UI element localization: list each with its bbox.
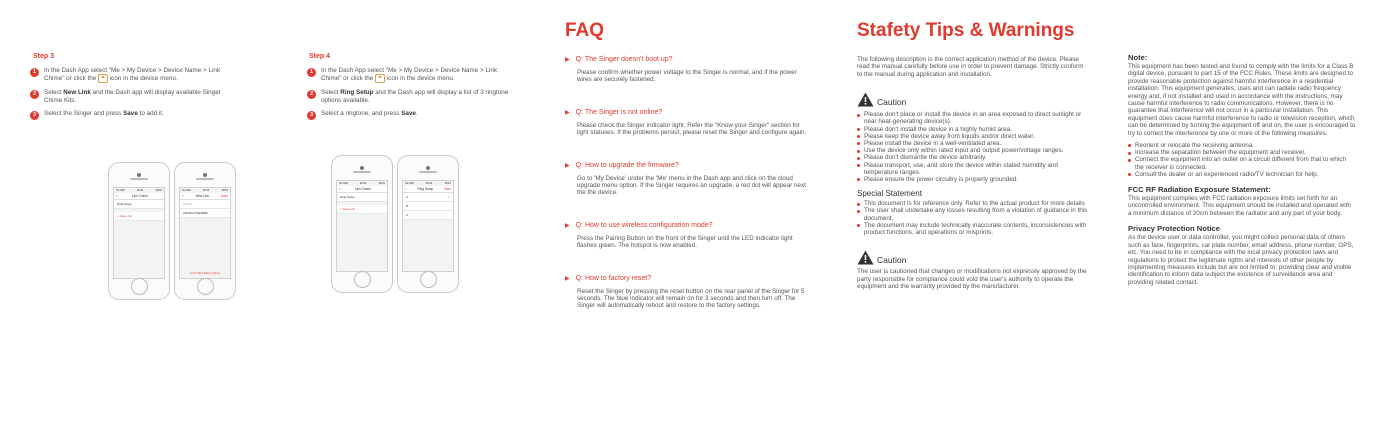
list-item: Connect the equipment into an outlet on a circuit different from that to which the receiver is connected. (1128, 156, 1356, 170)
notes-section (1128, 53, 1356, 286)
list-item: Please don't place or install the device in an area exposed to direct sunlight or near heat-generating device(s). (857, 111, 1089, 125)
camera-dot (203, 173, 207, 177)
phone-screen (179, 187, 231, 279)
caution-heading (857, 92, 1089, 107)
camera-dot (360, 166, 364, 170)
status-bar: No SIM 18:44 100% (182, 189, 228, 192)
list-item[interactable]: + New Link (114, 212, 164, 221)
save-button[interactable]: Save (220, 194, 228, 198)
back-icon[interactable]: < (116, 194, 118, 198)
list-item: Please don't dismantle the device arbitrarily. (857, 154, 1089, 161)
step-text: Select (44, 89, 62, 97)
camera-dot (426, 166, 430, 170)
step3-title: Step 3 (33, 53, 55, 60)
faq-answer: Press the Pairing Button on the front of the Singer until the LED indicator light flashes green. The hotspot is now enabled. (577, 234, 793, 250)
caution-list (857, 111, 1089, 183)
phone-mockup (174, 162, 236, 300)
nav-bar (114, 193, 164, 200)
list-item[interactable]: Ring Setup (337, 193, 387, 202)
safety-title: Stafety Tips & Warnings (857, 20, 1075, 41)
speaker-slot (196, 178, 214, 180)
phone-mockup (331, 155, 393, 293)
phone-screen (336, 180, 388, 272)
list-item: Please install the device in a well-ventilated area. (857, 140, 1089, 147)
back-icon[interactable]: < (182, 194, 184, 198)
note-text: This equipment has been tested and found to comply with the limits for a Class B digital device, pursuant to part 15 of the FCC Rules. These limits are designed to provide reasonable protection against harmful interference in a residential installation. This equipment generates, uses and can radiate radio frequency energy and, if not installed and used in accordance with the instructions, may cause harmful interference to radio communications. However, there is no guarantee that interference will not occur in a particular installation. This equipment does cause harmful interference to radio or television reception, which can be determined by turning the equipment off and on, the user is encouraged to try to correct the interference by one or more of the following measures. (1128, 63, 1356, 137)
home-button (354, 271, 371, 288)
triangle-bullet-icon: ▶ (565, 162, 570, 169)
camera-dot (137, 173, 141, 177)
link-chain-icon: ⚭ (375, 74, 385, 83)
list-item: Consult the dealer or an experienced radio/TV technician for help. (1128, 171, 1356, 178)
link-third-party-button[interactable]: Link Third Party Chime (189, 271, 221, 275)
step-number: 3 (307, 111, 316, 120)
caution-label: Caution (877, 97, 907, 108)
list-item[interactable]: A8CECA7SE3BBF (180, 209, 230, 218)
back-icon[interactable]: < (405, 187, 407, 191)
step-text: icon in the device menu. (386, 75, 455, 83)
step3-item-3 (30, 110, 235, 120)
faq-answer: Please confirm whether power voltage to the Singer is normal, and if the power wires are securely fastened. (577, 69, 797, 84)
status-bar: No SIM 18:44 100% (405, 182, 451, 185)
safety-intro: The following description is the correct application method of the device. Please read the manual carefully before use in order to prevent damage. Strictly conform to the manual during application and installation. (857, 56, 1084, 78)
phone-mockup (397, 155, 459, 293)
step4-list (307, 67, 517, 120)
link-chain-icon: ⚭ (98, 74, 108, 83)
step-text: to add it. (139, 110, 164, 118)
list-item: Please transport, use, and store the device within stated humidity and temperature ranges. (857, 162, 1089, 176)
step-text: In the Dash App select "Me > My Device > Device Name > Link Chime" or click the (44, 67, 221, 83)
faq-answer: Go to 'My Device' under the 'Me' menu in the Dash app and click on the cloud upgrade menu option. If the Singer requires an upgrade, a red dot will appear next the the device. (577, 174, 806, 197)
triangle-bullet-icon: ▶ (565, 57, 570, 63)
safety-section (857, 56, 1089, 290)
step-number: 3 (30, 111, 39, 120)
nav-title: New Link (195, 194, 209, 198)
list-item: The document may include technically inaccurate contents, inconsistencies with product functions, and operations or misprints. (857, 222, 1089, 236)
step-text: Select a ringtone, and press (321, 110, 400, 118)
step4-item-2 (307, 89, 517, 104)
list-item: Reorient or relocate the receiving antenna. (1128, 142, 1356, 149)
privacy-text: As the device user or data controller, you might collect personal data of others such as face, fingerprints, car plate number, email address, phone number, GPS, etc. You need to be in compliance with the local privacy protection laws and regulations to protect the legitimate rights and interests of other people by implementing measures include but are not limited to: providing clear and visible identification to inform data subject the existence of surveillance area and providing related contact. (1128, 234, 1354, 286)
step-number: 2 (307, 90, 316, 99)
speaker-slot (419, 171, 437, 173)
caution-text: The user is cautioned that changes or modifications not expressly approved by the party responsible for compliance could void the user's authority to operate the equipment and the warranty provided by the manufacturer. (857, 268, 1087, 291)
step-text: Select (321, 89, 339, 97)
phone-mockup (108, 162, 170, 300)
note-title: Note: (1128, 53, 1148, 62)
phone-screen (113, 187, 165, 279)
list-item: Please keep the device away from liquids and/or direct water. (857, 133, 1089, 140)
step-number: 1 (30, 68, 39, 77)
list-item[interactable]: A ✓ (403, 193, 453, 202)
faq-question: ▶ Q: The Singer is not online? (565, 108, 663, 116)
save-button[interactable]: Save (443, 187, 451, 191)
nav-bar (180, 193, 230, 200)
step-bold: Save (401, 110, 416, 118)
step-text: icon in the device menu. (109, 75, 178, 83)
nav-title: Link Chime (354, 187, 371, 191)
list-item: Increase the separation between the equipment and receiver. (1128, 149, 1356, 156)
faq-list (565, 56, 805, 310)
phone-screen (402, 180, 454, 272)
faq-item (565, 162, 805, 197)
faq-question: ▶ Q: The Singer doesn't boot up? (565, 56, 673, 63)
faq-item (565, 109, 805, 137)
step4-item-1 (307, 67, 517, 83)
step-text: . (415, 110, 418, 118)
privacy-title: Privacy Protection Notice (1128, 224, 1221, 234)
special-statement-title: Special Statement (857, 189, 922, 199)
faq-title: FAQ (565, 20, 605, 41)
nav-title: Link Chime (131, 194, 148, 198)
step-text: Select the Singer and press (44, 110, 122, 118)
step-text: In the Dash App select "Me > My Device > Device Name > Link Chime" or click the (321, 67, 498, 83)
home-button (197, 278, 214, 295)
list-item[interactable]: Ring Setup (114, 200, 164, 209)
faq-item (565, 275, 805, 310)
step4-title: Step 4 (309, 53, 331, 60)
triangle-bullet-icon: ▶ (565, 109, 570, 116)
caution-label: Caution (877, 255, 907, 266)
speaker-slot (130, 178, 148, 180)
list-item: Chime (180, 200, 230, 209)
step-bold: New Link (63, 89, 91, 97)
measures-list (1128, 142, 1356, 178)
triangle-bullet-icon: ▶ (565, 275, 570, 282)
step4-item-3 (307, 110, 517, 120)
list-item: Please ensure the power circuitry is properly grounded. (857, 176, 1089, 183)
triangle-bullet-icon: ▶ (565, 222, 570, 229)
nav-title: Ring Setup (417, 187, 434, 191)
faq-question: ▶ Q: How to upgrade the firmware? (565, 161, 679, 169)
step3-item-1 (30, 67, 235, 83)
step-text: and the Dash app will display available Singer Chime Kits. (44, 89, 221, 104)
special-statement-list (857, 200, 1089, 236)
fcc-text: This equipment complies with FCC radiation exposure limits set forth for an uncontrolled environment. This equipment should be installed and operated with a minimum distance of 20cm between the radiator and any part of your body. (1128, 195, 1351, 217)
list-item[interactable]: + New Link (337, 205, 387, 214)
nav-bar (403, 186, 453, 193)
faq-answer: Please check the Singer indicator light. Refer the "Know your Singer" section for light statuses. If the problems persist, please reset the Singer and configure again. (577, 121, 807, 137)
step-bold: Save (123, 110, 138, 118)
faq-question: ▶ Q: How to use wireless configuration mode? (565, 221, 713, 229)
speaker-slot (353, 171, 371, 173)
status-bar: No SIM 18:44 100% (339, 182, 385, 185)
step3-list (30, 67, 235, 120)
faq-question: ▶ Q: How to factory reset? (565, 274, 652, 282)
faq-answer: Reset the Singer by pressing the reset button on the rear panel of the Singer for 5 seconds. The blue indicator will remain on for 3 seconds and then turn off. The Singer will automatically reboot and restore to the factory settings. (577, 287, 805, 310)
caution-heading (857, 250, 1089, 265)
status-bar: No SIM 18:44 100% (116, 189, 162, 192)
list-item: Please don't install the device in a highly humid area. (857, 126, 1089, 133)
warning-triangle-icon (857, 250, 874, 265)
list-item: Use the device only within rated input and output power/voltage ranges. (857, 147, 1089, 154)
step-text: and the Dash app will display a list of 3 ringtone options available. (321, 89, 509, 104)
step3-item-2 (30, 89, 235, 104)
fcc-title: FCC RF Radiation Exposure Statement: (1128, 185, 1271, 195)
home-button (131, 278, 148, 295)
faq-item (565, 222, 805, 250)
home-button (420, 271, 437, 288)
warning-triangle-icon (857, 92, 874, 107)
faq-item (565, 56, 805, 84)
list-item: The user shall undertake any losses resulting from a violation of guidance in this document. (857, 207, 1089, 221)
step-bold: Ring Setup (340, 89, 374, 97)
list-item[interactable]: B (403, 202, 453, 211)
step-number: 2 (30, 90, 39, 99)
step-number: 1 (307, 68, 316, 77)
list-item: This document is for reference only. Refer to the actual product for more details (857, 200, 1089, 207)
checkmark-icon: ✓ (447, 195, 450, 199)
list-item[interactable]: C (403, 211, 453, 220)
back-icon[interactable]: < (339, 187, 341, 191)
nav-bar (337, 186, 387, 193)
